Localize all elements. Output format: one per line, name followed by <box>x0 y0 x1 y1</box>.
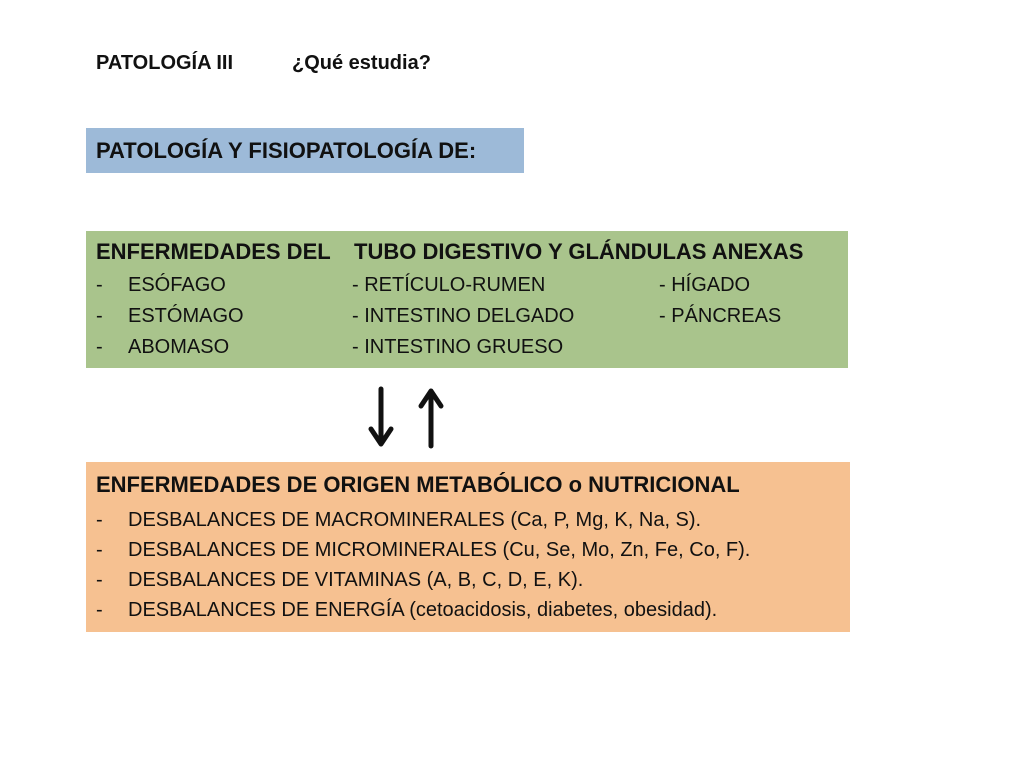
bidirectional-arrows <box>368 385 452 451</box>
bullet-dash: - <box>96 539 103 561</box>
metabolic-item-macrominerales: DESBALANCES DE MACROMINERALES (Ca, P, Mg, K, Na, S). <box>128 509 702 531</box>
digestive-item-esofago: ESÓFAGO <box>128 274 226 296</box>
arrow-down-icon <box>371 389 391 444</box>
digestive-item-reticulo-rumen: - RETÍCULO-RUMEN <box>352 274 546 296</box>
question-title: ¿Qué estudia? <box>292 52 431 74</box>
metabolic-item-microminerales: DESBALANCES DE MICROMINERALES (Cu, Se, Mo, Zn, Fe, Co, F). <box>128 539 751 561</box>
digestive-item-estomago: ESTÓMAGO <box>128 305 244 327</box>
digestive-item-pancreas: - PÁNCREAS <box>659 305 782 327</box>
metabolic-title: ENFERMEDADES DE ORIGEN METABÓLICO o NUTRICIONAL <box>96 472 740 497</box>
digestive-item-intestino-grueso: - INTESTINO GRUESO <box>352 336 564 358</box>
intro-title: PATOLOGÍA Y FISIOPATOLOGÍA DE: <box>96 138 477 163</box>
bullet-dash: - <box>96 305 103 327</box>
digestive-item-higado: - HÍGADO <box>659 274 751 296</box>
bullet-dash: - <box>96 336 103 358</box>
arrow-up-icon <box>421 391 441 446</box>
metabolic-box <box>86 462 850 632</box>
bullet-dash: - <box>96 274 103 296</box>
digestive-box <box>86 231 848 368</box>
digestive-title-part1: ENFERMEDADES DEL <box>96 239 331 264</box>
intro-box <box>86 128 524 173</box>
bullet-dash: - <box>96 509 103 531</box>
digestive-title-part2: TUBO DIGESTIVO Y GLÁNDULAS ANEXAS <box>354 239 804 264</box>
bullet-dash: - <box>96 599 103 621</box>
digestive-item-abomaso: ABOMASO <box>128 336 230 358</box>
digestive-item-intestino-delgado: - INTESTINO DELGADO <box>352 305 575 327</box>
metabolic-item-vitaminas: DESBALANCES DE VITAMINAS (A, B, C, D, E, K). <box>128 569 584 591</box>
metabolic-item-energia: DESBALANCES DE ENERGÍA (cetoacidosis, diabetes, obesidad). <box>128 599 718 621</box>
course-title: PATOLOGÍA III <box>96 52 234 74</box>
bullet-dash: - <box>96 569 103 591</box>
